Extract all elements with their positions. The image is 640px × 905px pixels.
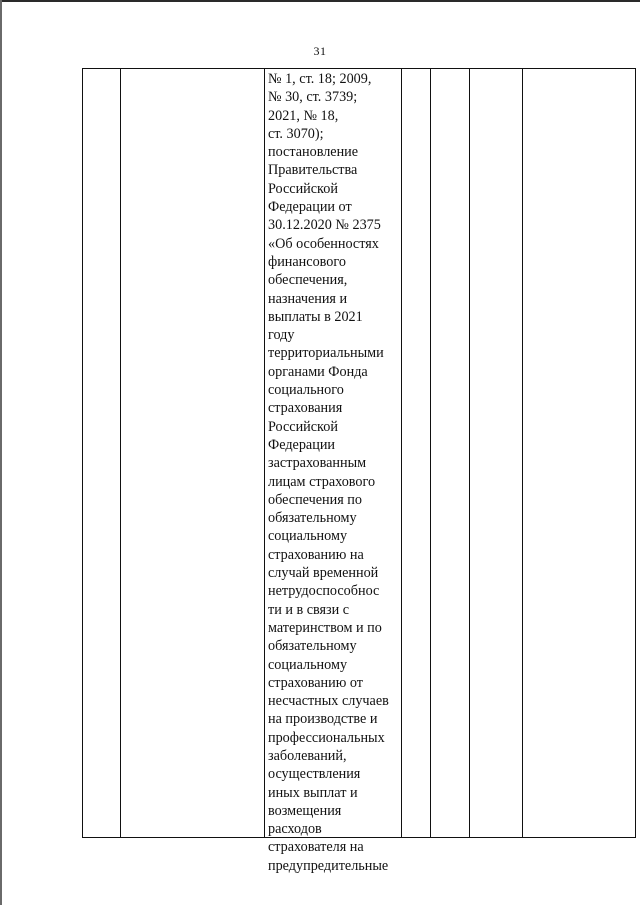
text-line: осуществления [268,766,361,783]
text-line: обеспечения, [268,272,348,289]
text-line: случай временной [268,565,379,582]
text-line: Федерации от [268,199,352,216]
text-line: несчастных случаев [268,693,389,710]
text-line: обязательному [268,510,357,527]
text-line: страхователя на [268,839,364,856]
text-line: ст. 3070); [268,125,324,142]
text-line: иных выплат и [268,784,358,801]
scan-edge-top [0,0,640,2]
text-line: 2021, № 18, [268,107,339,124]
text-line: обязательному [268,638,357,655]
text-line: материнством и по [268,619,382,636]
column-divider-6 [522,69,523,837]
text-line: социальному [268,656,348,673]
text-line: Российской [268,180,338,197]
text-line: застрахованным [268,455,367,472]
text-line: страхования [268,400,343,417]
text-line: на производстве и [268,711,378,728]
text-line: социального [268,382,344,399]
text-line: предупредительные [268,857,389,874]
text-line: обеспечения по [268,491,362,508]
column-divider-5 [469,69,470,837]
text-line: страхованию от [268,674,363,691]
column-divider-1 [120,69,121,837]
text-line: № 30, ст. 3739; [268,89,358,106]
text-line: финансового [268,253,346,270]
scan-edge-left [0,0,2,905]
text-line: Российской [268,418,338,435]
text-line: лицам страхового [268,473,376,490]
text-line: территориальными [268,345,384,362]
text-line: постановление [268,144,359,161]
text-line: заболеваний, [268,747,347,764]
text-line: № 1, ст. 18; 2009, [268,71,372,87]
column-divider-2 [264,69,265,837]
text-line: 30.12.2020 № 2375 [268,217,381,234]
text-line: году [268,327,295,344]
text-line: нетрудоспособнос [268,583,380,600]
text-line: страхованию на [268,546,364,563]
text-line: ти и в связи с [268,601,350,618]
text-line: органами Фонда [268,363,368,380]
text-line: возмещения [268,802,342,819]
text-line: социальному [268,528,348,545]
text-line: профессиональных [268,729,385,746]
text-line: Федерации [268,436,336,453]
text-line: Правительства [268,162,358,179]
text-line: расходов [268,821,322,838]
legal-basis-cell [268,69,403,875]
column-divider-4 [430,69,431,837]
document-table [82,68,636,874]
text-line: назначения и [268,290,348,307]
text-line: выплаты в 2021 [268,308,363,325]
page-number: 31 [313,44,327,58]
text-line: «Об особенностях [268,235,379,252]
